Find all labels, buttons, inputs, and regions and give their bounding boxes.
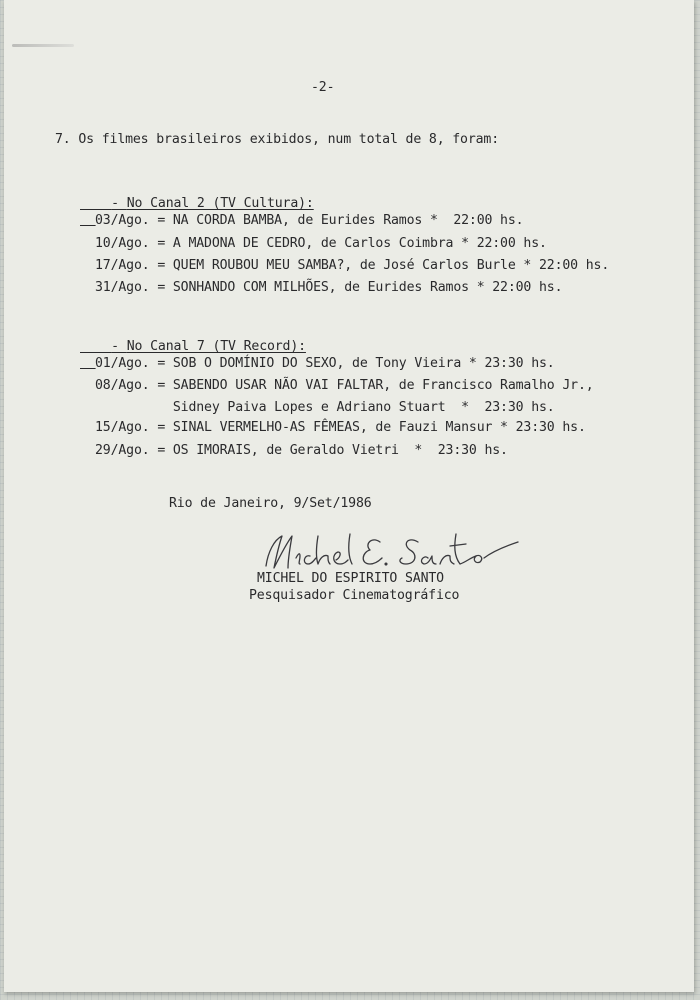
document-page <box>4 0 694 992</box>
section-bullet: - <box>111 339 127 354</box>
section-bullet: - <box>111 196 127 211</box>
place-date: Rio de Janeiro, 9/Set/1986 <box>169 496 372 511</box>
list-item: 03/Ago. = NA CORDA BAMBA, de Eurides Ramos * 22:00 hs. <box>95 213 524 228</box>
list-item: 15/Ago. = SINAL VERMELHO-AS FÊMEAS, de Fauzi Mansur * 23:30 hs. <box>95 420 586 435</box>
section-heading-text: No Canal 2 (TV Cultura): <box>126 196 314 211</box>
staple-mark <box>12 44 74 47</box>
list-item: 10/Ago. = A MADONA DE CEDRO, de Carlos Coimbra * 22:00 hs. <box>95 236 547 251</box>
list-item: 08/Ago. = SABENDO USAR NÃO VAI FALTAR, de Francisco Ramalho Jr., <box>95 378 594 393</box>
list-item: Sidney Paiva Lopes e Adriano Stuart * 23:30 hs. <box>95 400 555 415</box>
list-item: 17/Ago. = QUEM ROUBOU MEU SAMBA?, de José Carlos Burle * 22:00 hs. <box>95 258 610 273</box>
list-item: 31/Ago. = SONHANDO COM MILHÕES, de Eurides Ramos * 22:00 hs. <box>95 280 563 295</box>
author-title: Pesquisador Cinematográfico <box>249 588 460 603</box>
item-heading: 7. Os filmes brasileiros exibidos, num total de 8, foram: <box>55 132 500 147</box>
author-name: MICHEL DO ESPIRITO SANTO <box>257 571 444 586</box>
list-item: 01/Ago. = SOB O DOMÍNIO DO SEXO, de Tony Vieira * 23:30 hs. <box>95 356 555 371</box>
section-heading-text: No Canal 7 (TV Record): <box>126 339 306 354</box>
list-item: 29/Ago. = OS IMORAIS, de Geraldo Vietri * 23:30 hs. <box>95 443 508 458</box>
page-number: -2- <box>311 80 335 95</box>
